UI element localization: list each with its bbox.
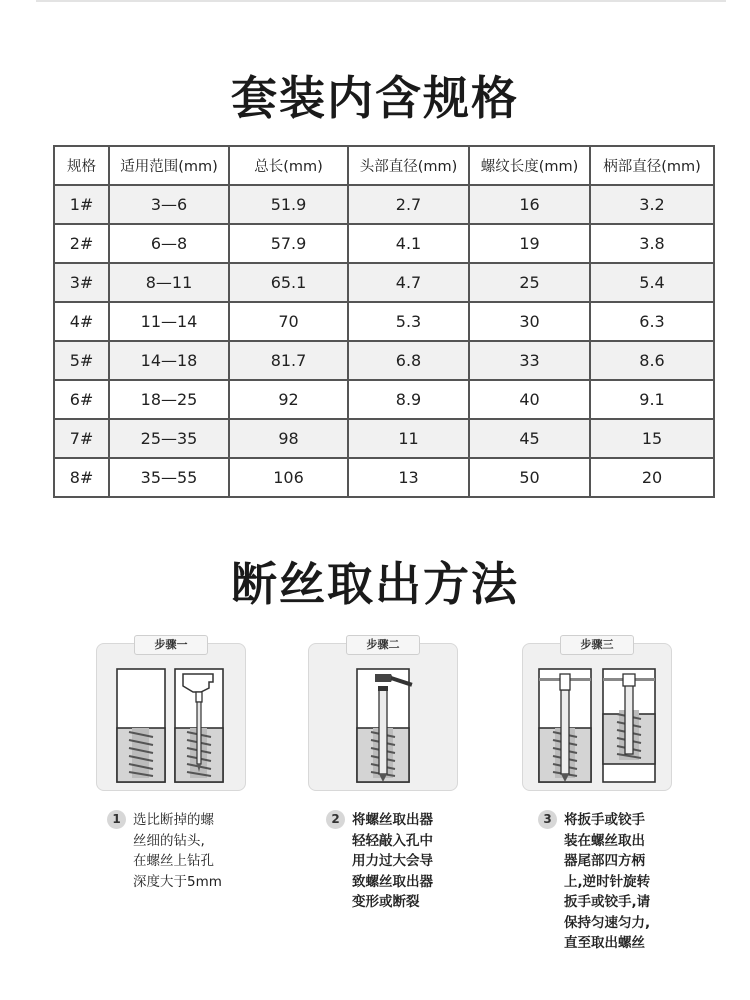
header-cell: 规格	[54, 146, 109, 185]
table-cell: 33	[469, 341, 590, 380]
table-cell: 4.1	[348, 224, 469, 263]
step-line: 致螺丝取出器	[352, 873, 433, 890]
table-cell: 6—8	[109, 224, 229, 263]
step-1-lines	[133, 810, 222, 892]
table-cell: 57.9	[229, 224, 348, 263]
step-3-panel	[522, 638, 672, 791]
table-cell: 81.7	[229, 341, 348, 380]
step-1-panel	[96, 638, 246, 791]
table-cell: 8—11	[109, 263, 229, 302]
table-cell: 19	[469, 224, 590, 263]
hammer-icon	[309, 644, 457, 790]
step-line: 装在螺丝取出	[564, 832, 645, 849]
table-cell: 4#	[54, 302, 109, 341]
step-line: 保持匀速匀力,	[564, 914, 651, 931]
table-cell: 2.7	[348, 185, 469, 224]
table-cell: 92	[229, 380, 348, 419]
step-2-tab: 步骤二	[346, 635, 420, 655]
step-line: 深度大于5mm	[133, 873, 222, 890]
table-cell: 25—35	[109, 419, 229, 458]
spec-title: 套装内含规格	[231, 71, 519, 125]
header-cell: 头部直径(mm)	[348, 146, 469, 185]
step-2-lines	[352, 810, 433, 913]
step-1-number: 1	[107, 810, 126, 829]
method-title: 断丝取出方法	[231, 557, 519, 611]
header-cell: 柄部直径(mm)	[590, 146, 714, 185]
table-cell: 18—25	[109, 380, 229, 419]
table-cell: 50	[469, 458, 590, 497]
step-line: 选比断掉的螺	[133, 812, 214, 828]
step-line: 将扳手或铰手	[564, 812, 645, 828]
step-line: 丝细的钻头,	[133, 832, 205, 849]
table-cell: 14—18	[109, 341, 229, 380]
table-cell: 16	[469, 185, 590, 224]
table-cell: 4.7	[348, 263, 469, 302]
table-row	[54, 341, 714, 380]
table-cell: 98	[229, 419, 348, 458]
step-3-tab: 步骤三	[560, 635, 634, 655]
table-cell: 15	[590, 419, 714, 458]
table-cell: 51.9	[229, 185, 348, 224]
table-cell: 9.1	[590, 380, 714, 419]
step-1-tab: 步骤一	[134, 635, 208, 655]
step-3-lines	[564, 810, 650, 954]
header-cell: 螺纹长度(mm)	[469, 146, 590, 185]
step-line: 器尾部四方柄	[564, 853, 645, 869]
table-cell: 8#	[54, 458, 109, 497]
table-row	[54, 263, 714, 302]
step-line: 扳手或铰手,请	[564, 894, 651, 910]
table-cell: 2#	[54, 224, 109, 263]
step-line: 轻轻敲入孔中	[352, 832, 433, 849]
table-cell: 3.2	[590, 185, 714, 224]
step-line: 上,逆时针旋转	[564, 873, 651, 890]
table-cell: 3.8	[590, 224, 714, 263]
top-divider	[36, 0, 726, 2]
step-line: 直至取出螺丝	[564, 935, 645, 951]
table-cell: 11	[348, 419, 469, 458]
table-row	[54, 302, 714, 341]
step-2-panel	[308, 638, 458, 791]
header-cell: 适用范围(mm)	[109, 146, 229, 185]
table-cell: 5#	[54, 341, 109, 380]
step-line: 在螺丝上钻孔	[133, 853, 214, 869]
table-cell: 25	[469, 263, 590, 302]
step-2-number: 2	[326, 810, 345, 829]
step-line: 用力过大会导	[352, 853, 433, 869]
table-row	[54, 419, 714, 458]
table-cell: 3—6	[109, 185, 229, 224]
table-cell: 65.1	[229, 263, 348, 302]
table-cell: 70	[229, 302, 348, 341]
header-cell: 总长(mm)	[229, 146, 348, 185]
table-cell: 8.9	[348, 380, 469, 419]
drill-bit-icon	[97, 644, 245, 790]
table-cell: 3#	[54, 263, 109, 302]
table-cell: 6.8	[348, 341, 469, 380]
table-cell: 30	[469, 302, 590, 341]
table-cell: 5.4	[590, 263, 714, 302]
table-cell: 6#	[54, 380, 109, 419]
step-line: 将螺丝取出器	[352, 812, 433, 828]
table-row	[54, 185, 714, 224]
table-cell: 40	[469, 380, 590, 419]
table-cell: 1#	[54, 185, 109, 224]
table-row	[54, 458, 714, 497]
table-cell: 106	[229, 458, 348, 497]
table-cell: 7#	[54, 419, 109, 458]
table-cell: 5.3	[348, 302, 469, 341]
table-cell: 35—55	[109, 458, 229, 497]
wrench-icon	[523, 644, 671, 790]
table-row	[54, 224, 714, 263]
table-cell: 20	[590, 458, 714, 497]
table-cell: 6.3	[590, 302, 714, 341]
table-cell: 13	[348, 458, 469, 497]
step-3-number: 3	[538, 810, 557, 829]
table-cell: 45	[469, 419, 590, 458]
spec-table	[53, 145, 715, 498]
table-row	[54, 380, 714, 419]
step-line: 变形或断裂	[352, 894, 420, 910]
table-cell: 11—14	[109, 302, 229, 341]
table-header-row	[54, 146, 714, 185]
table-cell: 8.6	[590, 341, 714, 380]
